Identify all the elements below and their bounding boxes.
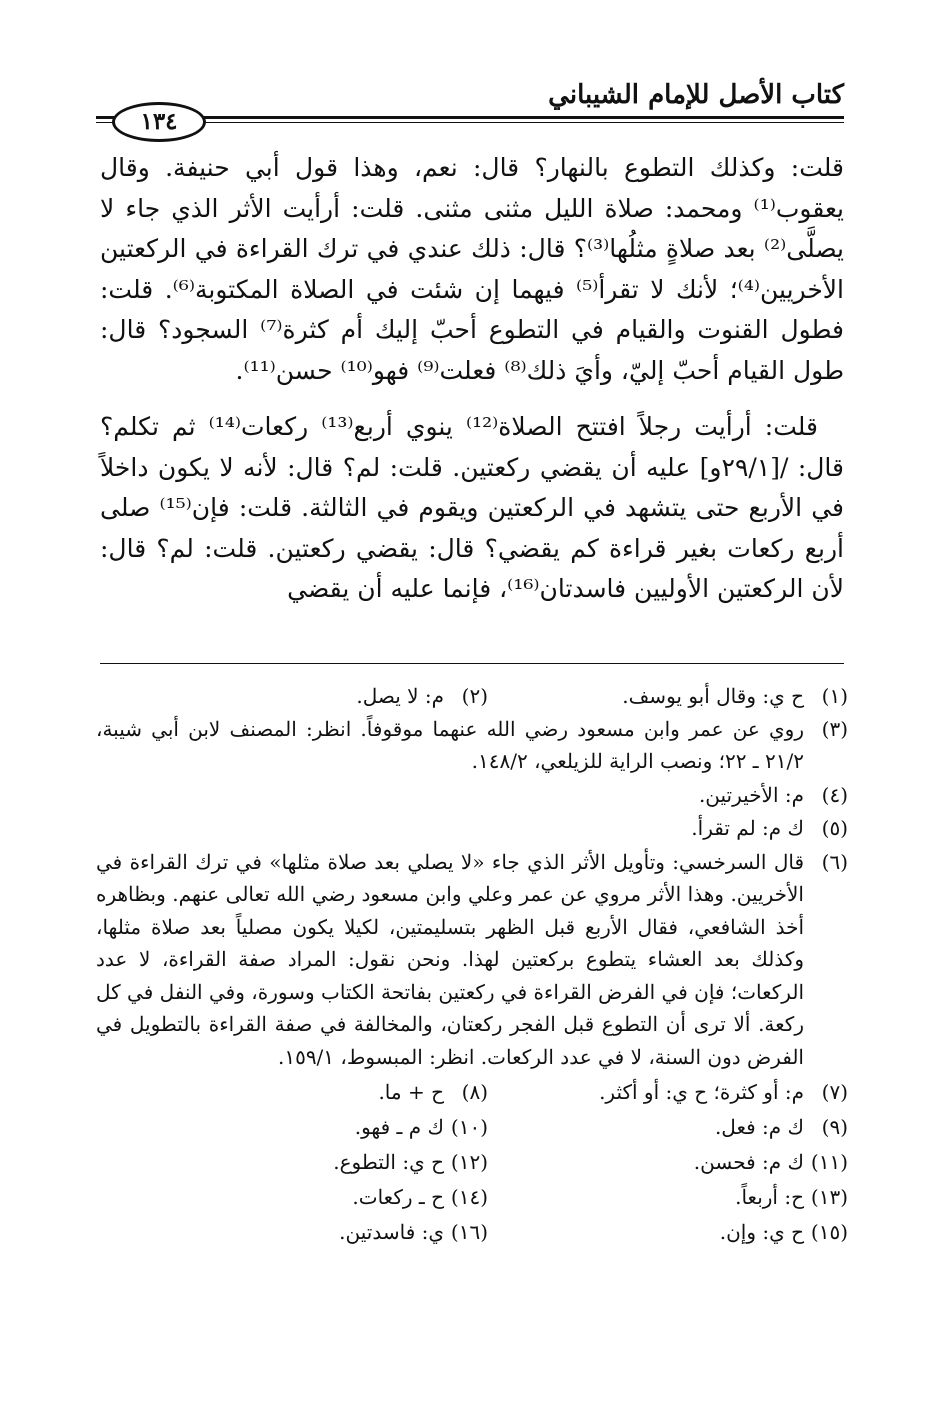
footnote-row [96, 1075, 848, 1110]
footnote-number: (٤) [821, 782, 848, 807]
footnote [96, 1110, 488, 1145]
footnote-text: ي: فاسدتين. [339, 1220, 444, 1244]
footnote-grid [96, 1075, 848, 1250]
footnote-number: (١٤) [450, 1185, 488, 1209]
footnote [96, 846, 848, 1074]
footnote-text: ح ـ ركعات. [352, 1185, 444, 1209]
footnote-number: (٥) [821, 816, 848, 840]
footnote [96, 1145, 488, 1180]
footnote [96, 1075, 488, 1110]
footnote-text: م: الأخيرتين. [698, 782, 804, 807]
footnote-number: (٩) [821, 1115, 848, 1139]
footnote-number: (١٥) [810, 1220, 848, 1244]
footnote-text: ح: أربعاً. [735, 1185, 804, 1209]
footnote-text: ك م ـ فهو. [354, 1115, 444, 1139]
footnote-row [96, 1215, 848, 1250]
footnote [488, 1215, 848, 1250]
footnote-text: ك م: لم تقرأ. [691, 816, 804, 840]
footnote-row [96, 1180, 848, 1215]
footnote [96, 812, 848, 845]
footnote-number: (١٢) [450, 1150, 488, 1174]
footnote [488, 1110, 848, 1145]
footnote-row [96, 1110, 848, 1145]
footnote-text: ح ي: وإن. [719, 1220, 804, 1244]
book-title: كتاب الأصل للإمام الشيباني [548, 80, 844, 110]
page-header [96, 78, 844, 135]
footnote-text: ح + ما. [378, 1080, 444, 1104]
footnote [488, 1075, 848, 1110]
footnote [96, 1180, 488, 1215]
footnote-number: (١١) [810, 1150, 848, 1174]
footnote-number: (٣) [821, 716, 848, 741]
footnote-text: ح ي: وقال أبو يوسف. [622, 684, 804, 708]
footnote-number: (٦) [821, 849, 848, 874]
footnote-number: (١٦) [450, 1220, 488, 1244]
footnote [488, 1145, 848, 1180]
paragraph: قلت: أرأيت رجلاً افتتح الصلاة⁽¹²⁾ ينوي أربع⁽¹³⁾ ركعات⁽¹⁴⁾ ثم تكلم؟ قال: /[٢٩/١و] عليه أن يقضي ركعتين. قلت: لم؟ قال: لأنه لا يكون داخلاً في الأربع حتى يتشهد في الركعتين ويقوم في الثالثة. قلت: فإن⁽¹⁵⁾ صلى أربع ركعات بغير قراءة كم يقضي؟ قال: يقضي ركعتين. قلت: لم؟ قال: لأن الركعتين الأوليين فاسدتان⁽¹⁶⁾، فإنما عليه أن يقضي [100, 412, 844, 603]
footnote-text: ح ي: التطوع. [333, 1150, 444, 1174]
footnotes [96, 680, 848, 1250]
footnote [96, 713, 848, 778]
footnote-text: ك م: فحسن. [693, 1150, 804, 1174]
footnote-text: م: أو كثرة؛ ح ي: أو أكثر. [599, 1080, 804, 1104]
footnote-number: (١٠) [450, 1115, 488, 1139]
footnote-separator [100, 663, 844, 664]
main-text [100, 148, 844, 610]
footnote-text: قال السرخسي: وتأويل الأثر الذي جاء «لا يصلي بعد صلاة مثلها» في ترك القراءة في الأخريين. وهذا الأثر مروي عن عمر وعلي وابن مسعود رضي الله تعالى عنهم. وبظاهره أخذ الشافعي، فقال الأربع قبل الظهر بتسليمتين، لكيلا يكون مصلياً بعد صلاة مثلها، وكذلك بعد العشاء يتطوع بركعتين لهذا. ونحن نقول: المراد صفة القراءة، لا عدد الركعات؛ فإن في الفرض القراءة في ركعتين بفاتحة الكتاب وسورة، وفي النفل في كل ركعة. ألا ترى أن التطوع قبل الفجر ركعتان، والمخالفة في صفة القراءة بالتطويل في الفرض دون السنة، لا في عدد الركعات. انظر: المبسوط، ١٥٩/١. [96, 849, 804, 1069]
footnote-row [96, 1145, 848, 1180]
footnote-number: (٨) [461, 1080, 488, 1104]
paragraph: قلت: وكذلك التطوع بالنهار؟ قال: نعم، وهذا قول أبي حنيفة. وقال يعقوب⁽¹⁾ ومحمد: صلاة الليل مثنى مثنى. قلت: أرأيت الأثر الذي جاء لا يصلَّى⁽²⁾ بعد صلاةٍ مثلُها⁽³⁾؟ قال: ذلك عندي في ترك القراءة في الركعتين الأخريين⁽⁴⁾؛ لأنك لا تقرأ⁽⁵⁾ فيهما إن شئت في الصلاة المكتوبة⁽⁶⁾. قلت: فطول القنوت والقيام في التطوع أحبّ إليك أم كثرة⁽⁷⁾ السجود؟ قال: طول القيام أحبّ إليّ، وأيَ ذلك⁽⁸⁾ فعلت⁽⁹⁾ فهو⁽¹⁰⁾ حسن⁽¹¹⁾. [100, 153, 845, 385]
header-rule [96, 116, 844, 119]
footnote-number: (١) [821, 684, 848, 708]
footnote [96, 680, 488, 713]
footnote-text: م: لا يصل. [356, 684, 444, 708]
page-number: ١٣٤ [112, 102, 206, 142]
footnote [488, 680, 848, 713]
footnote-number: (٧) [821, 1080, 848, 1104]
footnote [96, 1215, 488, 1250]
header-rule-thin [96, 122, 844, 123]
footnote-row [96, 680, 848, 713]
footnote-text: ك م: فعل. [714, 1115, 804, 1139]
footnote-number: (٢) [461, 684, 488, 708]
footnote-number: (١٣) [810, 1185, 848, 1209]
footnote-text: روي عن عمر وابن مسعود رضي الله عنهما موقوفاً. انظر: المصنف لابن أبي شيبة، ٢١/٢ ـ ٢٢؛ ونصب الراية للزيلعي، ١٤٨/٢. [96, 716, 804, 773]
footnote [96, 779, 848, 812]
footnote [488, 1180, 848, 1215]
